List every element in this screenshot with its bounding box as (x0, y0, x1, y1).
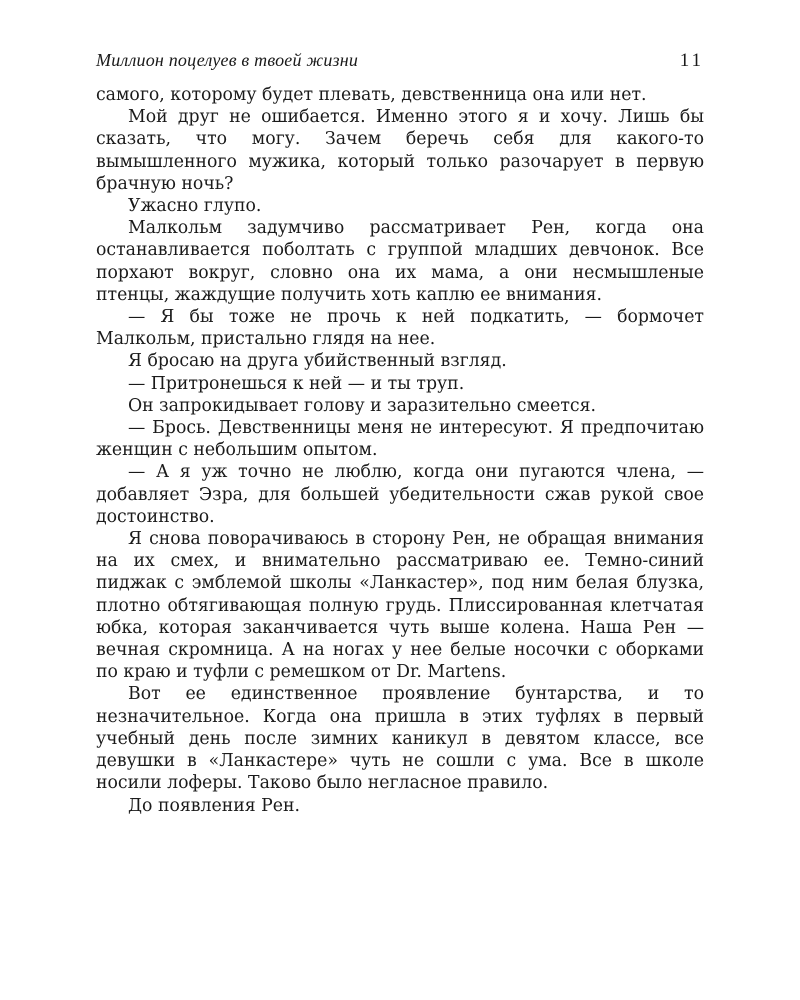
body-text (96, 84, 704, 817)
paragraph: Я бросаю на друга убийственный взгляд. (128, 351, 507, 372)
dialogue-line: — Притронешься к ней — и ты труп. (128, 373, 465, 394)
dialogue-line: — А я уж точно не люблю, когда они пугаются члена, — добавляет Эзра, для большей убедительности сжав рукой свое достоинство. (96, 462, 704, 527)
page-number: 11 (679, 50, 704, 71)
running-header (96, 50, 704, 82)
running-title: Миллион поцелуев в твоей жизни (96, 50, 359, 70)
paragraph: Вот ее единственное проявление бунтарства, и то незначительное. Когда она пришла в этих туфлях в первый учебный день после зимних каникул в девятом классе, все девушки в «Ланкастере» чуть не сошли с ума. Все в школе носили лоферы. Таково было негласное правило. (96, 684, 704, 794)
paragraph: Мой друг не ошибается. Именно этого я и хочу. Лишь бы сказать, что могу. Зачем беречь себя для какого-то вымышленного мужика, который только разочарует в первую брачную ночь? (96, 107, 704, 194)
paragraph: Малкольм задумчиво рассматривает Рен, когда она останавливается поболтать с группой младших девчонок. Все порхают вокруг, словно она их мама, а они несмышленые птенцы, жаждущие получить хоть каплю ее внимания. (96, 218, 704, 305)
dialogue-line: — Брось. Девственницы меня не интересуют. Я предпочитаю женщин с небольшим опытом. (96, 418, 704, 461)
paragraph: самого, которому будет плевать, девственница она или нет. (96, 85, 647, 105)
paragraph: Он запрокидывает голову и заразительно смеется. (128, 395, 596, 416)
paragraph: Ужасно глупо. (128, 196, 262, 217)
dialogue-line: — Я бы тоже не прочь к ней подкатить, — бормочет Малкольм, пристально глядя на нее. (96, 307, 704, 350)
paragraph: Я снова поворачиваюсь в сторону Рен, не обращая внимания на их смех, и внимательно рассматриваю ее. Темно-синий пиджак с эмблемой школы «Ланкастер», под ним белая блузка, плотно обтягивающая полную грудь. Плиссированная клетчатая юбка, которая заканчивается чуть выше колена. Наша Рен — вечная скромница. А на ногах у нее белые носочки с оборками по краю и туфли с ремешком от Dr. Martens. (96, 529, 704, 683)
paragraph: До появления Рен. (128, 795, 301, 816)
book-page (96, 50, 704, 817)
